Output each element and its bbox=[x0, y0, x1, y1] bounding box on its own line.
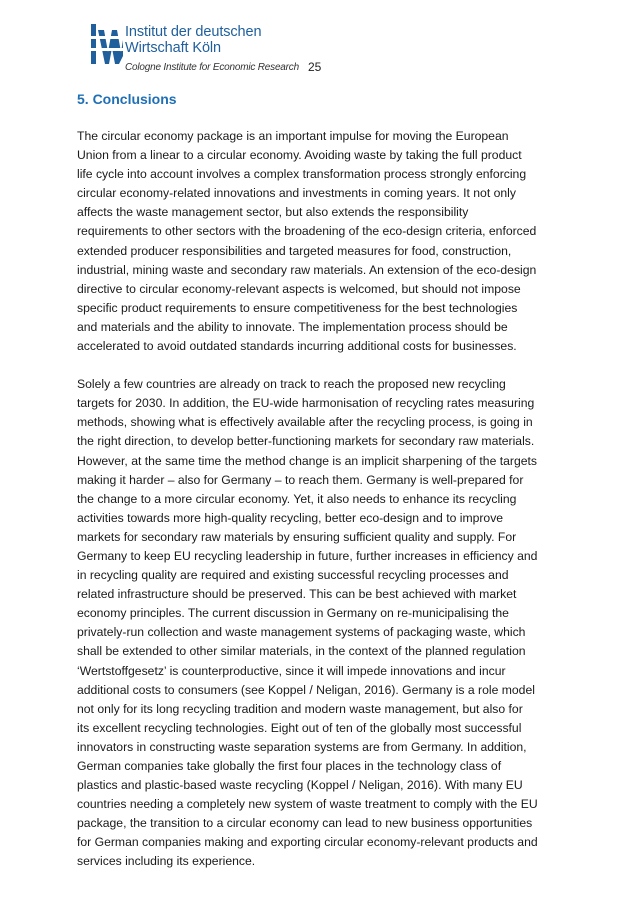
text-line: the right direction, to develop better-functioning markets for secondary raw materials. bbox=[77, 434, 535, 449]
page-number: 25 bbox=[308, 60, 322, 74]
text-line: innovators in constructing waste separation systems are from Germany. In addition, bbox=[77, 739, 527, 754]
text-line: Union from a linear to a circular economy. Avoiding waste by taking the full product bbox=[77, 148, 522, 163]
paragraph-2 bbox=[77, 375, 563, 871]
text-line: and materials and the ability to innovate. The implementation process should be bbox=[77, 319, 508, 334]
text-line: industrial, mining waste and secondary raw materials. An extension of the eco-design bbox=[77, 262, 537, 277]
text-line: However, at the same time the method change is an implicit sharpening of the targets bbox=[77, 453, 537, 468]
text-line: plastics and plastic-based waste recycling (Koppel / Neligan, 2016). With many EU bbox=[77, 778, 523, 793]
text-line: countries needing a completely new system of waste treatment to comply with the EU bbox=[77, 797, 538, 812]
iw-logo-icon bbox=[88, 22, 124, 66]
text-line: related infrastructure should be preserved. This can be best achieved with market bbox=[77, 587, 517, 602]
text-line: circular economy-related innovations and investments in coming years. It not only bbox=[77, 186, 516, 201]
text-line: methods, showing what is effectively available after the recycling process, is going in bbox=[77, 415, 533, 430]
text-line: its excellent recycling technologies. Eight out of ten of the globally most successful bbox=[77, 720, 522, 735]
text-line: affects the waste management sector, but also extends the responsibility bbox=[77, 205, 469, 220]
text-line: ‘Wertstoffgesetz’ is counterproductive, since it will impede innovations and incur bbox=[77, 663, 506, 678]
text-line: services including its experience. bbox=[77, 854, 256, 869]
text-line: targets for 2030. In addition, the EU-wide harmonisation of recycling rates measuring bbox=[77, 396, 535, 411]
section-title: 5. Conclusions bbox=[77, 91, 177, 107]
paragraph-1 bbox=[77, 127, 563, 356]
logo-text-line1: Institut der deutschen bbox=[125, 24, 262, 40]
text-line: economy principles. The current discussion in Germany on re-municipalising the bbox=[77, 606, 509, 621]
text-line: The circular economy package is an important impulse for moving the European bbox=[77, 129, 509, 143]
text-line: in recycling quality are required and existing successful recycling processes and bbox=[77, 568, 509, 583]
text-line: not only for its long recycling tradition and modern waste management, but also for bbox=[77, 701, 523, 716]
text-line: Solely a few countries are already on track to reach the proposed new recycling bbox=[77, 377, 506, 392]
text-line: package, the transition to a circular economy can lead to new business opportunities bbox=[77, 816, 533, 831]
text-line: accelerated to avoid outdated standards incurring additional costs for businesses. bbox=[77, 339, 517, 354]
text-line: additional costs to consumers (see Koppel / Neligan, 2016). Germany is a role model bbox=[77, 682, 535, 697]
text-line: specific product requirements to ensure competitiveness for the best technologies bbox=[77, 300, 518, 315]
text-line: extended producer responsibilities and targeted measures for food, construction, bbox=[77, 243, 512, 258]
text-line: directive to circular economy-relevant aspects is welcomed, but should not impose bbox=[77, 281, 521, 296]
text-line: Germany to keep EU recycling leadership in future, further increases in efficiency and bbox=[77, 548, 538, 563]
text-line: German companies take globally the first four places in the technology class of bbox=[77, 759, 502, 773]
text-line: activities towards more high-quality recycling, better eco-design and to improve bbox=[77, 510, 504, 525]
text-line: privately-run collection and waste management systems of packaging waste, which bbox=[77, 625, 526, 640]
text-line: markets for secondary raw materials by ensuring sufficient quality and supply. For bbox=[77, 529, 517, 544]
text-line: requirements to other sectors with the broadening of the eco-design criteria, enforced bbox=[77, 224, 537, 239]
text-line: making it harder – also for Germany – to reach them. Germany is well-prepared for bbox=[77, 472, 524, 487]
text-line: the change to a more circular economy. Yet, it also needs to enhance its recycling bbox=[77, 491, 517, 506]
logo-subtitle: Cologne Institute for Economic Research bbox=[125, 62, 299, 73]
text-line: shall be extended to other similar materials, in the context of the planned regulation bbox=[77, 644, 526, 659]
logo-text-line2: Wirtschaft Köln bbox=[125, 40, 221, 56]
text-line: for German companies making and exporting circular economy-relevant products and bbox=[77, 835, 538, 850]
body-text bbox=[77, 127, 563, 872]
text-line: life cycle into account involves a complex transformation process strongly enforcing bbox=[77, 167, 527, 182]
